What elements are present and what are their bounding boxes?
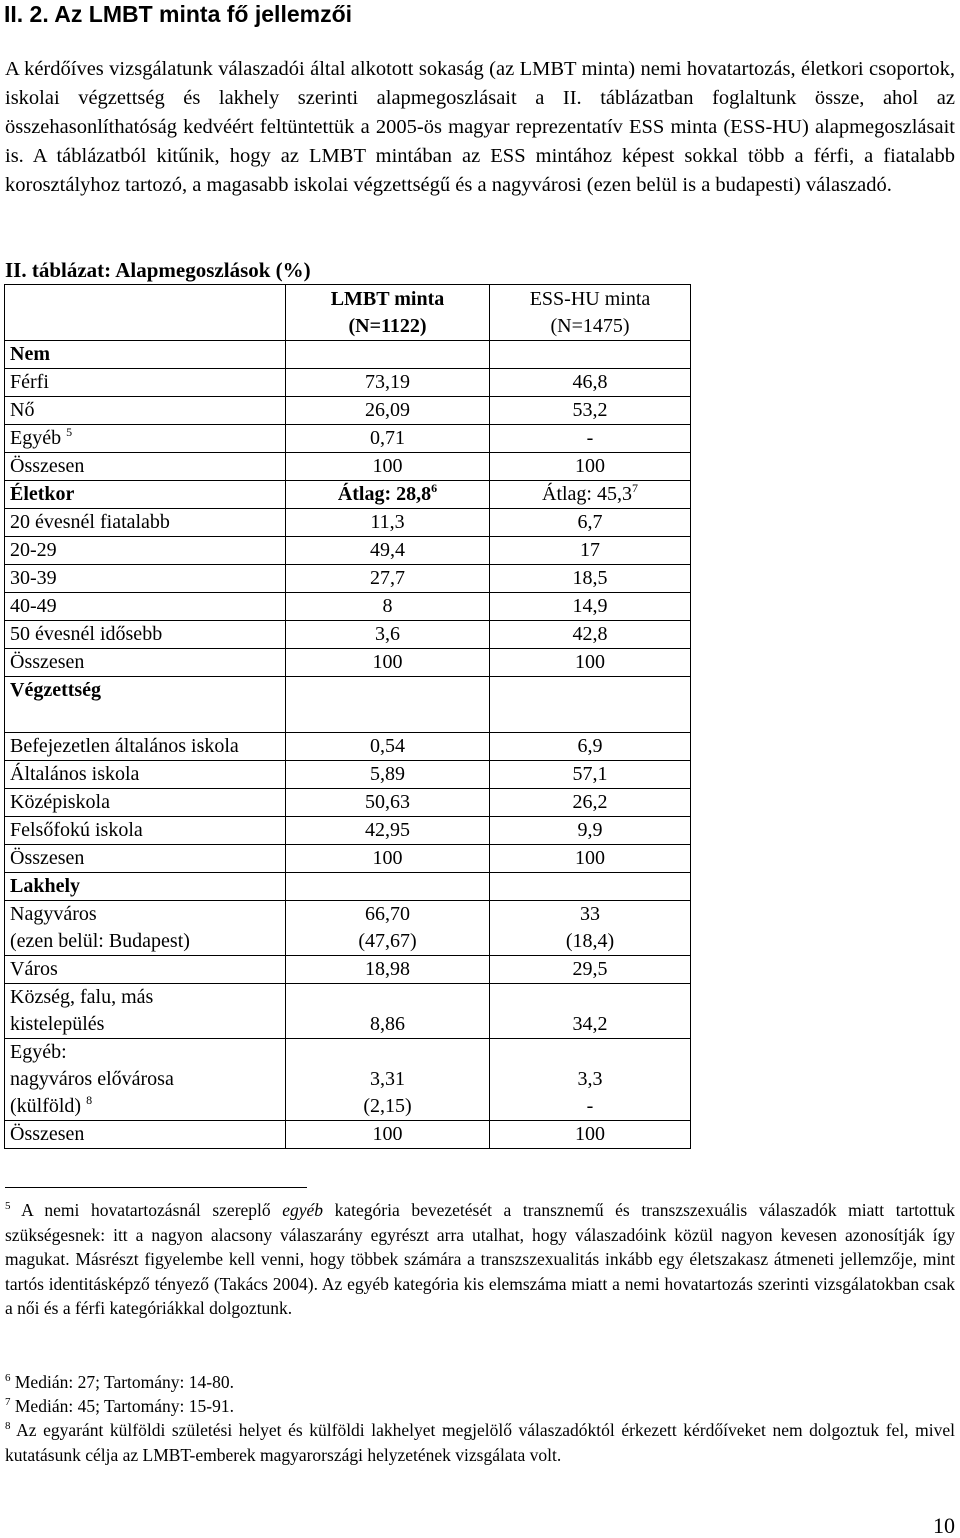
ess-value-cell [490,341,691,369]
cell-value: 50,63 [365,791,410,813]
row-label-cell [5,537,286,565]
table-row [5,397,691,425]
footnote-6-text: Medián: 27; Tartomány: 14-80. [14,1372,234,1392]
lmbt-value-cell [286,817,490,845]
row-label-cell [5,397,286,425]
cell-value: 3,31 [370,1068,405,1090]
footnote-ref: 5 [66,425,73,439]
table-row [5,873,691,901]
row-label-cell [5,817,286,845]
lmbt-value-cell [286,789,490,817]
row-label: Általános iskola [10,763,140,785]
header-lmbt [286,285,490,341]
ess-value-cell [490,956,691,984]
cell-value: 18,5 [572,567,608,589]
ess-value-cell [490,901,691,956]
cell-value: 3,6 [375,623,400,645]
table-row [5,817,691,845]
row-label: 20-29 [10,539,57,561]
header-lmbt-line1: LMBT minta [330,288,445,310]
table-row [5,789,691,817]
footnote-7-marker: 7 [5,1396,11,1408]
row-label: Község, falu, más [10,986,154,1008]
cell-value: 6,7 [577,511,603,533]
footnote-6 [5,1370,955,1395]
row-label: Összesen [10,1123,85,1145]
ess-value-cell [490,453,691,481]
ess-value-cell [490,481,691,509]
lmbt-value-cell [286,1121,490,1149]
cell-value: 57,1 [572,763,608,785]
footnote-separator [5,1187,307,1188]
cell-value: 9,9 [577,819,603,841]
table-row [5,677,691,733]
table-row [5,481,691,509]
row-label: 40-49 [10,595,57,617]
lmbt-value-cell [286,733,490,761]
cell-value: 73,19 [365,371,410,393]
footnote-8 [5,1418,955,1467]
ess-value-cell [490,425,691,453]
row-label: 50 évesnél idősebb [10,623,163,645]
cell-value: 100 [575,847,605,869]
table-title: II. táblázat: Alapmegoszlások (%) [5,258,311,282]
ess-value-cell [490,621,691,649]
lmbt-value-cell [286,677,490,733]
footnote-7 [5,1394,955,1419]
row-label-cell [5,677,286,733]
row-label-cell [5,565,286,593]
cell-value: Átlag: 45,3 [542,483,632,505]
ess-value-cell [490,845,691,873]
row-label-cell [5,1039,286,1121]
distribution-table [4,284,691,1149]
table-row [5,425,691,453]
table-row [5,537,691,565]
table-row [5,1121,691,1149]
table-header-row [5,285,691,341]
cell-value-line2: (18,4) [565,930,615,952]
table-row [5,733,691,761]
footnote-ref: 6 [431,481,438,495]
row-label-cell [5,425,286,453]
cell-value: 26,09 [365,399,410,421]
cell-value: 100 [372,847,403,869]
row-label: 20 évesnél fiatalabb [10,511,170,533]
row-label: Középiskola [10,791,110,813]
lmbt-value-cell [286,425,490,453]
cell-value: 46,8 [572,371,608,393]
table-row [5,593,691,621]
lmbt-value-cell [286,537,490,565]
row-label-cell [5,509,286,537]
cell-value: 33 [580,903,600,925]
footnote-5-emphasis: egyéb [282,1200,324,1220]
row-label-cell [5,369,286,397]
ess-value-cell [490,789,691,817]
ess-value-cell [490,817,691,845]
table-row [5,956,691,984]
lmbt-value-cell [286,956,490,984]
header-empty-cell [5,285,286,341]
row-label: Befejezetlen általános iskola [10,735,239,757]
row-label: Összesen [10,847,85,869]
table-row [5,845,691,873]
row-label-cell [5,593,286,621]
lmbt-value-cell [286,649,490,677]
ess-value-cell [490,1039,691,1121]
ess-value-cell [490,1121,691,1149]
lmbt-value-cell [286,453,490,481]
row-label: Férfi [10,371,49,393]
table-row [5,341,691,369]
footnote-5-text-a: A nemi hovatartozásnál szereplő [21,1200,283,1220]
header-ess-line2: (N=1475) [550,315,630,337]
row-label-cell [5,1121,286,1149]
row-label: Egyéb: [10,1041,67,1063]
lmbt-value-cell [286,1039,490,1121]
cell-value: 100 [372,651,403,673]
header-lmbt-line2: (N=1122) [348,315,427,337]
row-label: Lakhely [10,875,81,897]
cell-value: 42,8 [572,623,608,645]
footnote-8-marker: 8 [5,1420,11,1432]
cell-value: 100 [372,455,403,477]
cell-value: 34,2 [572,1013,608,1035]
footnote-5-marker: 5 [5,1200,11,1212]
row-label-line3: (külföld) [10,1095,82,1117]
table-row [5,761,691,789]
row-label-cell [5,341,286,369]
table-row [5,565,691,593]
cell-value-line2: - [586,1095,594,1117]
cell-value: 53,2 [572,399,608,421]
ess-value-cell [490,733,691,761]
header-ess-line1: ESS-HU minta [529,288,651,310]
row-label-cell [5,789,286,817]
cell-value: 42,95 [365,819,410,841]
cell-value: 26,2 [572,791,608,813]
row-label-line2: kistelepülés [10,1013,105,1035]
table-row [5,649,691,677]
page-number: 10 [933,1513,955,1538]
ess-value-cell [490,761,691,789]
row-label-cell [5,621,286,649]
row-label: Összesen [10,455,85,477]
row-label: Nagyváros [10,903,97,925]
ess-value-cell [490,649,691,677]
lmbt-value-cell [286,845,490,873]
row-label: Nő [10,399,35,421]
row-label: Életkor [10,483,75,505]
table-row [5,509,691,537]
cell-value: 18,98 [365,958,410,980]
row-label-cell [5,873,286,901]
row-label-cell [5,956,286,984]
row-label-cell [5,481,286,509]
lmbt-value-cell [286,761,490,789]
cell-value: 6,9 [577,735,603,757]
cell-value: 100 [575,651,605,673]
cell-value: 3,3 [577,1068,603,1090]
cell-value: - [586,427,594,449]
cell-value: 100 [575,455,605,477]
footnote-5 [5,1198,955,1321]
row-label: Város [10,958,58,980]
cell-value: 66,70 [365,903,410,925]
footnote-7-text: Medián: 45; Tartomány: 15-91. [14,1396,234,1416]
ess-value-cell [490,537,691,565]
ess-value-cell [490,593,691,621]
ess-value-cell [490,509,691,537]
row-label: Végzettség [10,679,102,701]
cell-value: 17 [580,539,600,561]
cell-value: 8 [382,595,393,617]
lmbt-value-cell [286,397,490,425]
lmbt-value-cell [286,509,490,537]
row-label: Összesen [10,651,85,673]
cell-value: Átlag: 28,8 [337,483,432,505]
cell-value: 0,71 [370,427,405,449]
table-row [5,369,691,397]
table-row [5,621,691,649]
ess-value-cell [490,984,691,1039]
footnote-5-text-b: kategória bevezetését a transznemű és transzszexuális válaszadók miatt tartottuk szükségesnek: itt a nagyon alacsony válaszarány egyrészt arra utalhat, hogy válaszadóink közül nagyon kevesen azonosítják így magukat. Másrészt figyelembe kell venni, hogy többek számára a transzszexualitás inkább egy életszakasz átmeneti jellemzője, mint tartós identitásképző tényező (Takács 2004). Az egyéb kategória kis elemszáma miatt a nemi hovatartozás szerinti vizsgálatokban csak a női és a férfi kategóriákkal dolgoztunk. [5,1200,955,1319]
cell-value: 11,3 [370,511,405,533]
cell-value: 0,54 [370,735,405,757]
row-label-line2: nagyváros elővárosa [10,1068,174,1090]
lmbt-value-cell [286,984,490,1039]
row-label-cell [5,901,286,956]
lmbt-value-cell [286,369,490,397]
table-row [5,984,691,1039]
footnote-8-text: Az egyaránt külföldi születési helyet és külföldi lakhelyet megjelölő válaszadóktól érkezett kérdőíveket nem dolgoztuk fel, mivel kutatásunk célja az LMBT-emberek magyarországi helyzetének vizsgálata volt. [5,1420,955,1465]
ess-value-cell [490,397,691,425]
cell-value: 27,7 [370,567,405,589]
cell-value: 100 [575,1123,605,1145]
footnote-6-marker: 6 [5,1372,11,1384]
row-label-cell [5,984,286,1039]
table-row [5,453,691,481]
lmbt-value-cell [286,873,490,901]
lmbt-value-cell [286,901,490,956]
header-ess [490,285,691,341]
section-heading: II. 2. Az LMBT minta fő jellemzői [4,1,353,27]
cell-value: 29,5 [572,958,608,980]
row-label: Nem [10,343,50,365]
cell-value: 8,86 [370,1013,405,1035]
lmbt-value-cell [286,621,490,649]
lmbt-value-cell [286,481,490,509]
cell-value-line2: (47,67) [358,930,417,952]
row-label-cell [5,649,286,677]
intro-paragraph: A kérdőíves vizsgálatunk válaszadói által alkotott sokaság (az LMBT minta) nemi hovatartozás, életkori csoportok, iskolai végzettség és lakhely szerinti alapmegoszlásait a II. táblázatban foglaltunk össze, ahol az összehasonlíthatóság kedvéért feltüntettük a 2005-ös magyar reprezentatív ESS minta (ESS-HU) alapmegoszlásait is. A táblázatból kitűnik, hogy az LMBT mintában az ESS mintához képest sokkal több a férfi, a fiatalabb korosztályhoz tartozó, a magasabb iskolai végzettségű és a nagyvárosi (ezen belül is a budapesti) válaszadó. [5,58,955,196]
row-label: Felsőfokú iskola [10,819,143,841]
cell-value: 49,4 [370,539,405,561]
lmbt-value-cell [286,593,490,621]
ess-value-cell [490,369,691,397]
cell-value: 100 [372,1123,403,1145]
lmbt-value-cell [286,341,490,369]
cell-value-line2: (2,15) [363,1095,412,1117]
table-body [5,285,691,1149]
lmbt-value-cell [286,565,490,593]
ess-value-cell [490,677,691,733]
table-row [5,901,691,956]
ess-value-cell [490,565,691,593]
row-label: 30-39 [10,567,57,589]
ess-value-cell [490,873,691,901]
row-label-cell [5,761,286,789]
row-label-line2: (ezen belül: Budapest) [10,930,190,952]
row-label: Egyéb [10,427,62,449]
footnote-ref: 7 [632,481,638,495]
table-row [5,1039,691,1121]
footnote-ref: 8 [86,1093,93,1107]
row-label-cell [5,453,286,481]
row-label-cell [5,845,286,873]
row-label-cell [5,733,286,761]
cell-value: 5,89 [370,763,405,785]
cell-value: 14,9 [572,595,608,617]
